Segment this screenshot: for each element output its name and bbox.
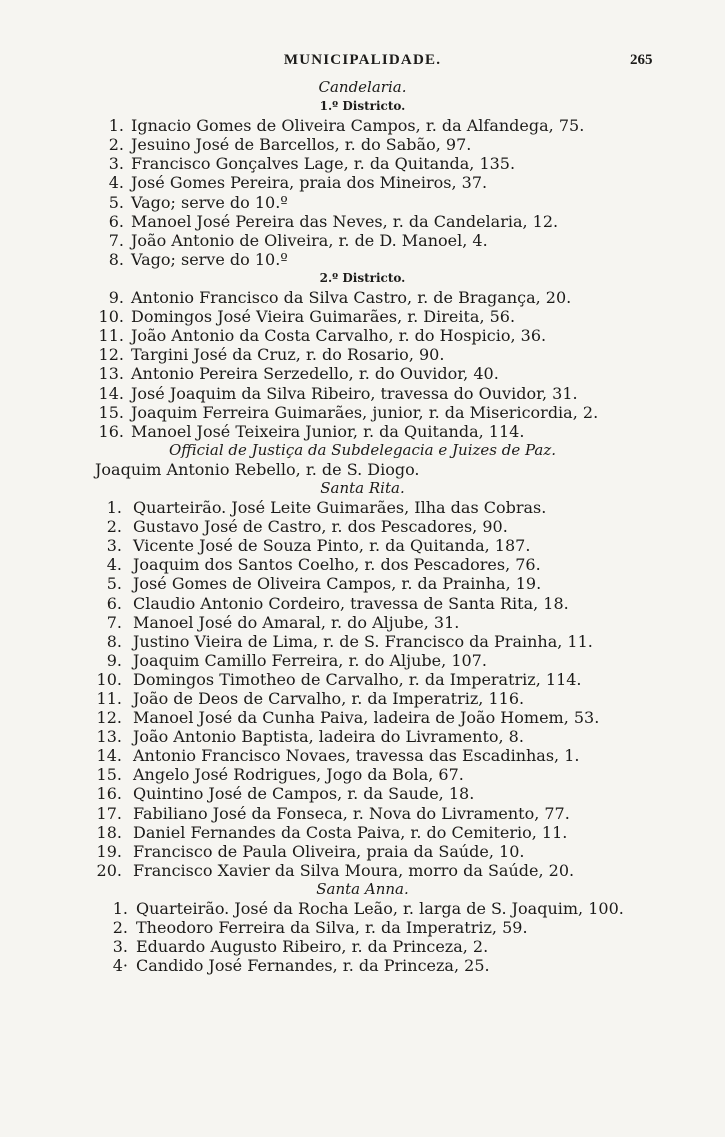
entry-text: José Gomes Pereira, praia dos Mineiros, 37.: [131, 173, 488, 193]
entry-text: Ignacio Gomes de Oliveira Campos, r. da Alfandega, 75.: [131, 116, 585, 136]
list-item: [0, 689, 725, 708]
list-item: [0, 632, 725, 651]
section-title-santa-rita: Santa Rita.: [320, 478, 405, 497]
entry-number: 10.: [98, 307, 124, 327]
entry-text: Vago; serve do 10.º: [131, 249, 288, 269]
entry-number: 5.: [106, 574, 122, 594]
list-item: [0, 517, 725, 536]
list-item: [0, 536, 725, 555]
list-item: [0, 842, 725, 861]
entry-text: Joaquim Camillo Ferreira, r. do Aljube, 107.: [133, 650, 487, 670]
list-item: [0, 861, 725, 880]
entry-number: 16.: [98, 421, 124, 441]
entry-text: Daniel Fernandes da Costa Paiva, r. do Cemiterio, 11.: [133, 822, 568, 842]
entry-number: 8.: [108, 249, 124, 269]
list-item: [0, 403, 725, 422]
list-item: [0, 918, 725, 937]
list-item: [0, 746, 725, 765]
entry-text: Antonio Francisco da Silva Castro, r. de Bragança, 20.: [131, 288, 572, 308]
list-item: [0, 422, 725, 441]
list-item: [0, 212, 725, 231]
list-item: [0, 727, 725, 746]
list-item: [0, 708, 725, 727]
entry-number: 7.: [106, 612, 122, 632]
district-heading-2: 2.º Districto.: [319, 270, 406, 285]
list-item: [0, 899, 725, 918]
entry-number: 10.: [96, 669, 122, 689]
entry-text: Angelo José Rodrigues, Jogo da Bola, 67.: [133, 765, 464, 785]
entry-number: 14.: [96, 746, 122, 766]
list-item: [0, 956, 725, 975]
entry-text: Justino Vieira de Lima, r. de S. Francisco da Prainha, 11.: [133, 631, 593, 651]
list-item: [0, 364, 725, 383]
entry-number: 14.: [98, 383, 124, 403]
section-title-candelaria: Candelaria.: [318, 78, 407, 96]
entry-text: Joaquim Ferreira Guimarães, junior, r. da Misericordia, 2.: [131, 402, 599, 422]
entry-list-santa-anna: [0, 899, 725, 975]
entry-text: Claudio Antonio Cordeiro, travessa de Santa Rita, 18.: [133, 593, 569, 613]
entry-number: 6.: [108, 211, 124, 231]
entry-number: 8.: [106, 631, 122, 651]
entry-text: José Gomes de Oliveira Campos, r. da Prainha, 19.: [133, 574, 542, 594]
entry-number: 2.: [112, 918, 128, 938]
entry-text: Quintino José de Campos, r. da Saude, 18.: [133, 784, 475, 804]
list-item: [0, 384, 725, 403]
page-number: 265: [630, 52, 653, 68]
entry-number: 3.: [108, 154, 124, 174]
list-item: [0, 670, 725, 689]
entry-number: 15.: [96, 765, 122, 785]
entry-text: Francisco Gonçalves Lage, r. da Quitanda, 135.: [131, 154, 516, 174]
list-item: [0, 784, 725, 803]
entry-number: 1.: [112, 899, 128, 919]
entry-number: 3.: [112, 937, 128, 957]
entry-list-candelaria-district-1: [0, 116, 725, 269]
entry-number: 3.: [106, 536, 122, 556]
entry-text: Manoel José da Cunha Paiva, ladeira de João Homem, 53.: [133, 708, 600, 728]
entry-text: Francisco Xavier da Silva Moura, morro da Saúde, 20.: [133, 860, 575, 880]
entry-number: 4·: [112, 956, 128, 976]
list-item: [0, 116, 725, 135]
list-item: [0, 937, 725, 956]
entry-text: Quarteirão. José Leite Guimarães, Ilha das Cobras.: [133, 498, 547, 518]
entry-text: Candido José Fernandes, r. da Princeza, 25.: [136, 956, 490, 976]
list-item: [0, 231, 725, 250]
list-item: [0, 804, 725, 823]
entry-number: 9.: [108, 288, 124, 308]
entry-list-candelaria-district-2: [0, 288, 725, 441]
list-item: [0, 193, 725, 212]
list-item: [0, 326, 725, 345]
entry-text: Manoel José do Amaral, r. do Aljube, 31.: [133, 612, 460, 632]
entry-number: 6.: [106, 593, 122, 613]
list-item: [0, 823, 725, 842]
official-name: Joaquim Antonio Rebello, r. de S. Diogo.: [95, 459, 420, 479]
entry-text: Manoel José Pereira das Neves, r. da Candelaria, 12.: [131, 211, 559, 231]
district-heading-1: 1.º Districto.: [319, 99, 406, 114]
entry-number: 11.: [96, 689, 122, 708]
entry-number: 4.: [106, 555, 122, 575]
list-item: [0, 173, 725, 192]
entry-number: 19.: [96, 841, 122, 861]
entry-text: João Antonio de Oliveira, r. de D. Manoel, 4.: [131, 230, 488, 250]
section-title-santa-anna: Santa Anna.: [316, 879, 409, 898]
list-item: [0, 345, 725, 364]
entry-number: 2.: [108, 135, 124, 155]
official-note: Official de Justiça da Subdelegacia e Juizes de Paz.: [168, 440, 557, 459]
entry-number: 13.: [98, 364, 124, 384]
entry-text: Targini José da Cruz, r. do Rosario, 90.: [131, 345, 445, 365]
entry-number: 1.: [108, 116, 124, 136]
entry-text: João Antonio da Costa Carvalho, r. do Hospicio, 36.: [131, 326, 547, 346]
entry-text: João de Deos de Carvalho, r. da Imperatriz, 116.: [133, 689, 525, 708]
entry-text: Eduardo Augusto Ribeiro, r. da Princeza, 2.: [136, 937, 489, 957]
entry-number: 1.: [106, 498, 122, 518]
entry-number: 12.: [98, 345, 124, 365]
entry-text: Vago; serve do 10.º: [131, 192, 288, 212]
entry-number: 13.: [96, 727, 122, 747]
entry-text: Fabiliano José da Fonseca, r. Nova do Livramento, 77.: [133, 803, 570, 823]
entry-text: Antonio Pereira Serzedello, r. do Ouvidor, 40.: [131, 364, 499, 384]
entry-text: Theodoro Ferreira da Silva, r. da Imperatriz, 59.: [136, 918, 528, 938]
entry-text: Francisco de Paula Oliveira, praia da Saúde, 10.: [133, 841, 525, 861]
running-header-title: MUNICIPALIDADE.: [283, 52, 442, 68]
entry-number: 20.: [96, 860, 122, 880]
page-body: [0, 78, 725, 975]
list-item: [0, 594, 725, 613]
entry-text: Domingos José Vieira Guimarães, r. Direita, 56.: [131, 307, 516, 327]
list-item: [0, 307, 725, 326]
list-item: [0, 613, 725, 632]
entry-number: 7.: [108, 230, 124, 250]
entry-text: Quarteirão. José da Rocha Leão, r. larga de S. Joaquim, 100.: [136, 899, 624, 919]
entry-text: Manoel José Teixeira Junior, r. da Quitanda, 114.: [131, 421, 525, 441]
entry-text: Antonio Francisco Novaes, travessa das Escadinhas, 1.: [133, 746, 580, 766]
list-item: [0, 288, 725, 307]
entry-text: Vicente José de Souza Pinto, r. da Quitanda, 187.: [133, 536, 531, 556]
entry-text: João Antonio Baptista, ladeira do Livramento, 8.: [133, 727, 524, 747]
list-item: [0, 574, 725, 593]
entry-number: 16.: [96, 784, 122, 804]
entry-number: 2.: [106, 517, 122, 537]
entry-text: Domingos Timotheo de Carvalho, r. da Imperatriz, 114.: [133, 669, 582, 689]
entry-number: 4.: [108, 173, 124, 193]
list-item: [0, 154, 725, 173]
entry-number: 18.: [96, 822, 122, 842]
entry-number: 12.: [96, 708, 122, 728]
entry-number: 15.: [98, 402, 124, 422]
list-item: [0, 135, 725, 154]
entry-number: 5.: [108, 192, 124, 212]
entry-list-santa-rita: [0, 498, 725, 880]
list-item: [0, 250, 725, 269]
entry-text: Gustavo José de Castro, r. dos Pescadores, 90.: [133, 517, 508, 537]
entry-text: José Joaquim da Silva Ribeiro, travessa do Ouvidor, 31.: [131, 383, 578, 403]
list-item: [0, 765, 725, 784]
entry-number: 11.: [98, 326, 124, 346]
entry-text: Jesuino José de Barcellos, r. do Sabão, 97.: [131, 135, 472, 155]
entry-text: Joaquim dos Santos Coelho, r. dos Pescadores, 76.: [133, 555, 541, 575]
entry-number: 9.: [106, 650, 122, 670]
entry-number: 17.: [96, 803, 122, 823]
list-item: [0, 498, 725, 517]
list-item: [0, 651, 725, 670]
list-item: [0, 555, 725, 574]
official-name-line: [0, 460, 725, 479]
